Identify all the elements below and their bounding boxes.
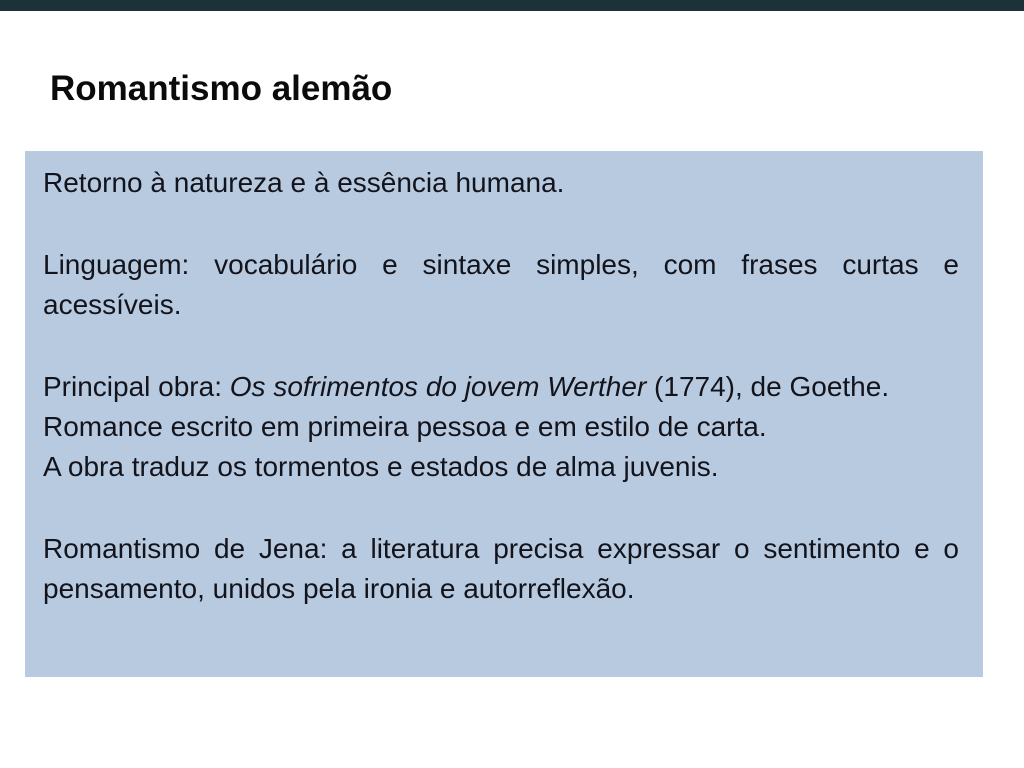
paragraph-nature: Retorno à natureza e à essência humana. — [43, 167, 565, 198]
slide-title: Romantismo alemão — [50, 69, 393, 108]
paragraph-jena: Romantismo de Jena: a literatura precisa expressar o sentimento e o pensamento, unidos pela ironia e autorreflexão. — [43, 533, 959, 604]
top-edge-bar — [0, 0, 1024, 11]
main-work-prefix: Principal obra: — [43, 371, 230, 402]
main-work-suffix: (1774), de Goethe. — [646, 371, 890, 402]
paragraph-language: Linguagem: vocabulário e sintaxe simples, com frases curtas e acessíveis. — [43, 249, 959, 320]
book-title-italic: Os sofrimentos do jovem Werther — [229, 371, 647, 402]
paragraph-main-work — [43, 367, 959, 487]
main-work-line2: Romance escrito em primeira pessoa e em estilo de carta. — [43, 411, 767, 442]
content-box — [25, 151, 983, 677]
main-work-line3: A obra traduz os tormentos e estados de alma juvenis. — [43, 451, 719, 482]
